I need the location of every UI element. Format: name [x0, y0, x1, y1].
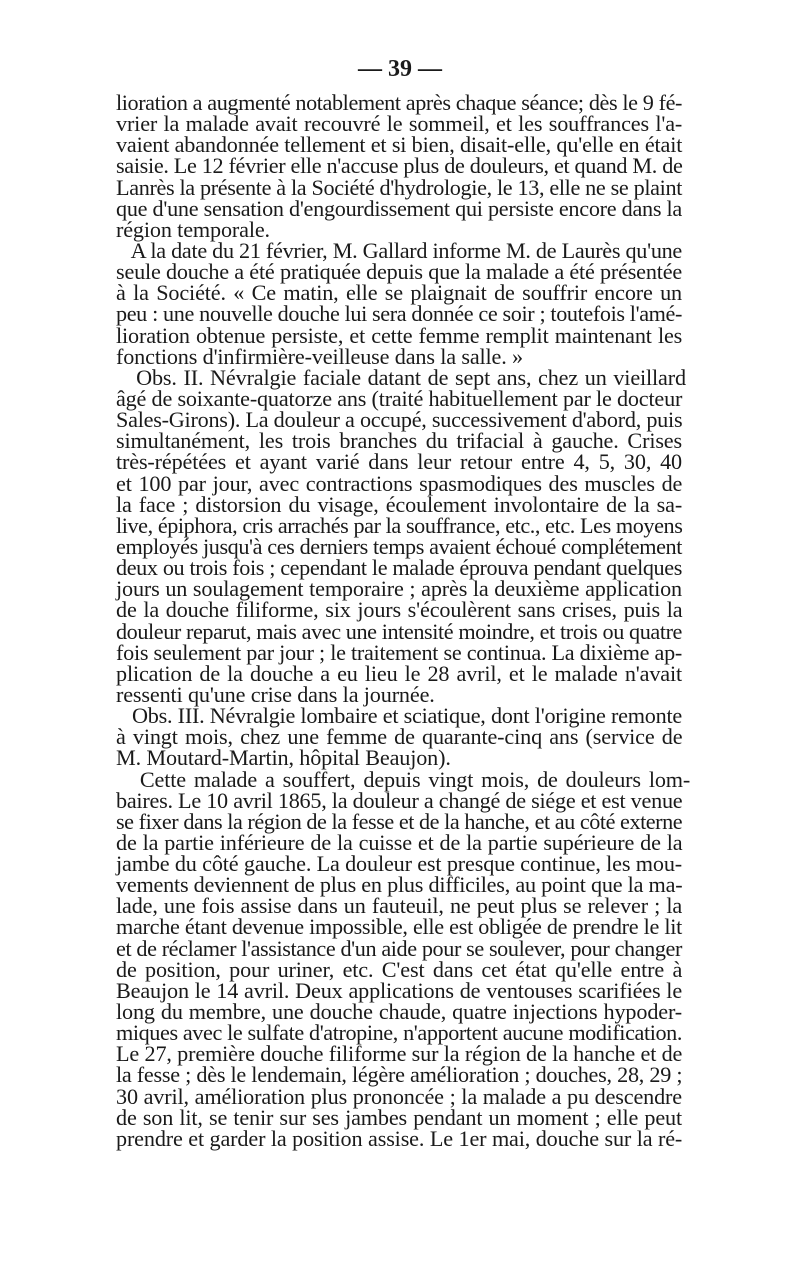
text-line: plication de la douche a eu lieu le 28 avril, et le malade n'avait [116, 660, 682, 686]
text-line: lioration obtenue persiste, et cette femme remplit maintenant les [116, 322, 683, 348]
text-line: la fesse ; dès le lendemain, légère amélioration ; douches, 28, 29 ; [116, 1062, 683, 1088]
text-line: saisie. Le 12 février elle n'accuse plus de douleurs, et quand M. de [116, 153, 683, 179]
text-line: peu : une nouvelle douche lui sera donnée ce soir ; toutefois l'amé- [116, 301, 682, 327]
text-line: région temporale. [116, 216, 270, 242]
text-line: baires. Le 10 avril 1865, la douleur a changé de siége et est venue [116, 787, 683, 813]
text-line: lade, une fois assise dans un fauteuil, ne peut plus se relever ; la [116, 893, 683, 919]
text-line: très-répétées et ayant varié dans leur retour entre 4, 5, 30, 40 [116, 449, 682, 475]
text-line: miques avec le sulfate d'atropine, n'apportent aucune modification. [116, 1020, 682, 1046]
text-line: jambe du côté gauche. La douleur est presque continue, les mou- [116, 851, 682, 877]
text-line: âgé de soixante-quatorze ans (traité habituellement par le docteur [116, 385, 683, 411]
text-line: Beaujon le 14 avril. Deux applications de ventouses scarifiées le [116, 977, 683, 1003]
text-line: ressenti qu'une crise dans la journée. [116, 681, 435, 707]
text-line: à la Société. « Ce matin, elle se plaignait de souffrir encore un [116, 280, 682, 306]
text-line: fonctions d'infirmière-veilleuse dans la salle. » [116, 343, 523, 369]
text-line: et de réclamer l'assistance d'un aide pour se soulever, pour changer [116, 935, 682, 961]
text-line: Le 27, première douche filiforme sur la région de la hanche et de [116, 1041, 683, 1067]
text-line: de son lit, se tenir sur ses jambes pendant un moment ; elle peut [116, 1104, 682, 1130]
text-line: que d'une sensation d'engourdissement qui persiste encore dans la [116, 195, 682, 221]
text-line: vements deviennent de plus en plus difficiles, au point que la ma- [116, 872, 683, 898]
text-line: vaient abandonnée tellement et si bien, disait-elle, qu'elle en était [116, 132, 683, 158]
text-line: de la partie inférieure de la cuisse et de la partie supérieure de la [116, 829, 683, 855]
text-line: Cette malade a souffert, depuis vingt mois, de douleurs lom- [116, 766, 691, 792]
text-line: simultanément, les trois branches du trifacial à gauche. Crises [116, 428, 682, 454]
text-line: de position, pour uriner, etc. C'est dans cet état qu'elle entre à [116, 956, 683, 982]
text-line: seule douche a été pratiquée depuis que la malade a été présentée [116, 259, 682, 285]
text-line: fois seulement par jour ; le traitement se continua. La dixième ap- [116, 639, 683, 665]
text-line: douleur reparut, mais avec une intensité moindre, et trois ou quatre [116, 618, 682, 644]
text-line: deux ou trois fois ; cependant le malade éprouva pendant quelques [116, 555, 682, 581]
text-line: et 100 par jour, avec contractions spasmodiques des muscles de [116, 470, 683, 496]
text-line: marche étant devenue impossible, elle est obligée de prendre le lit [116, 914, 682, 940]
text-line: M. Moutard-Martin, hôpital Beaujon). [116, 745, 451, 771]
text-line: employés jusqu'à ces derniers temps avaient échoué complétement [116, 533, 682, 559]
page-number: — 39 — [358, 56, 442, 82]
text-line: live, épiphora, cris arrachés par la souffrance, etc., etc. Les moyens [116, 512, 683, 538]
text-line: à vingt mois, chez une femme de quarante-cinq ans (service de [116, 724, 683, 750]
text-line: vrier la malade avait recouvré le sommeil, et les souffrances l'a- [116, 111, 683, 137]
text-line: A la date du 21 février, M. Gallard informe M. de Laurès qu'une [116, 237, 682, 263]
text-line: Obs. III. Névralgie lombaire et sciatique, dont l'origine remonte [116, 703, 682, 729]
text-line: jours un soulagement temporaire ; après la deuxième application [116, 576, 682, 602]
text-line: la face ; distorsion du visage, écoulement involontaire de la sa- [116, 491, 683, 517]
body-text [116, 90, 691, 1151]
text-line: prendre et garder la position assise. Le 1er mai, douche sur la ré- [116, 1125, 683, 1151]
text-line: Sales-Girons). La douleur a occupé, successivement d'abord, puis [116, 407, 683, 433]
text-line: Obs. II. Névralgie faciale datant de sept ans, chez un vieillard [116, 364, 686, 390]
text-line: de la douche filiforme, six jours s'écoulèrent sans crises, puis la [116, 597, 683, 623]
text-line: Lanrès la présente à la Société d'hydrologie, le 13, elle ne se plaint [116, 174, 683, 200]
text-line: long du membre, une douche chaude, quatre injections hypoder- [116, 999, 682, 1025]
text-line: lioration a augmenté notablement après chaque séance; dès le 9 fé- [116, 90, 682, 115]
text-line: se fixer dans la région de la fesse et de la hanche, et au côté externe [116, 808, 683, 834]
text-line: 30 avril, amélioration plus prononcée ; la malade a pu descendre [116, 1083, 682, 1109]
